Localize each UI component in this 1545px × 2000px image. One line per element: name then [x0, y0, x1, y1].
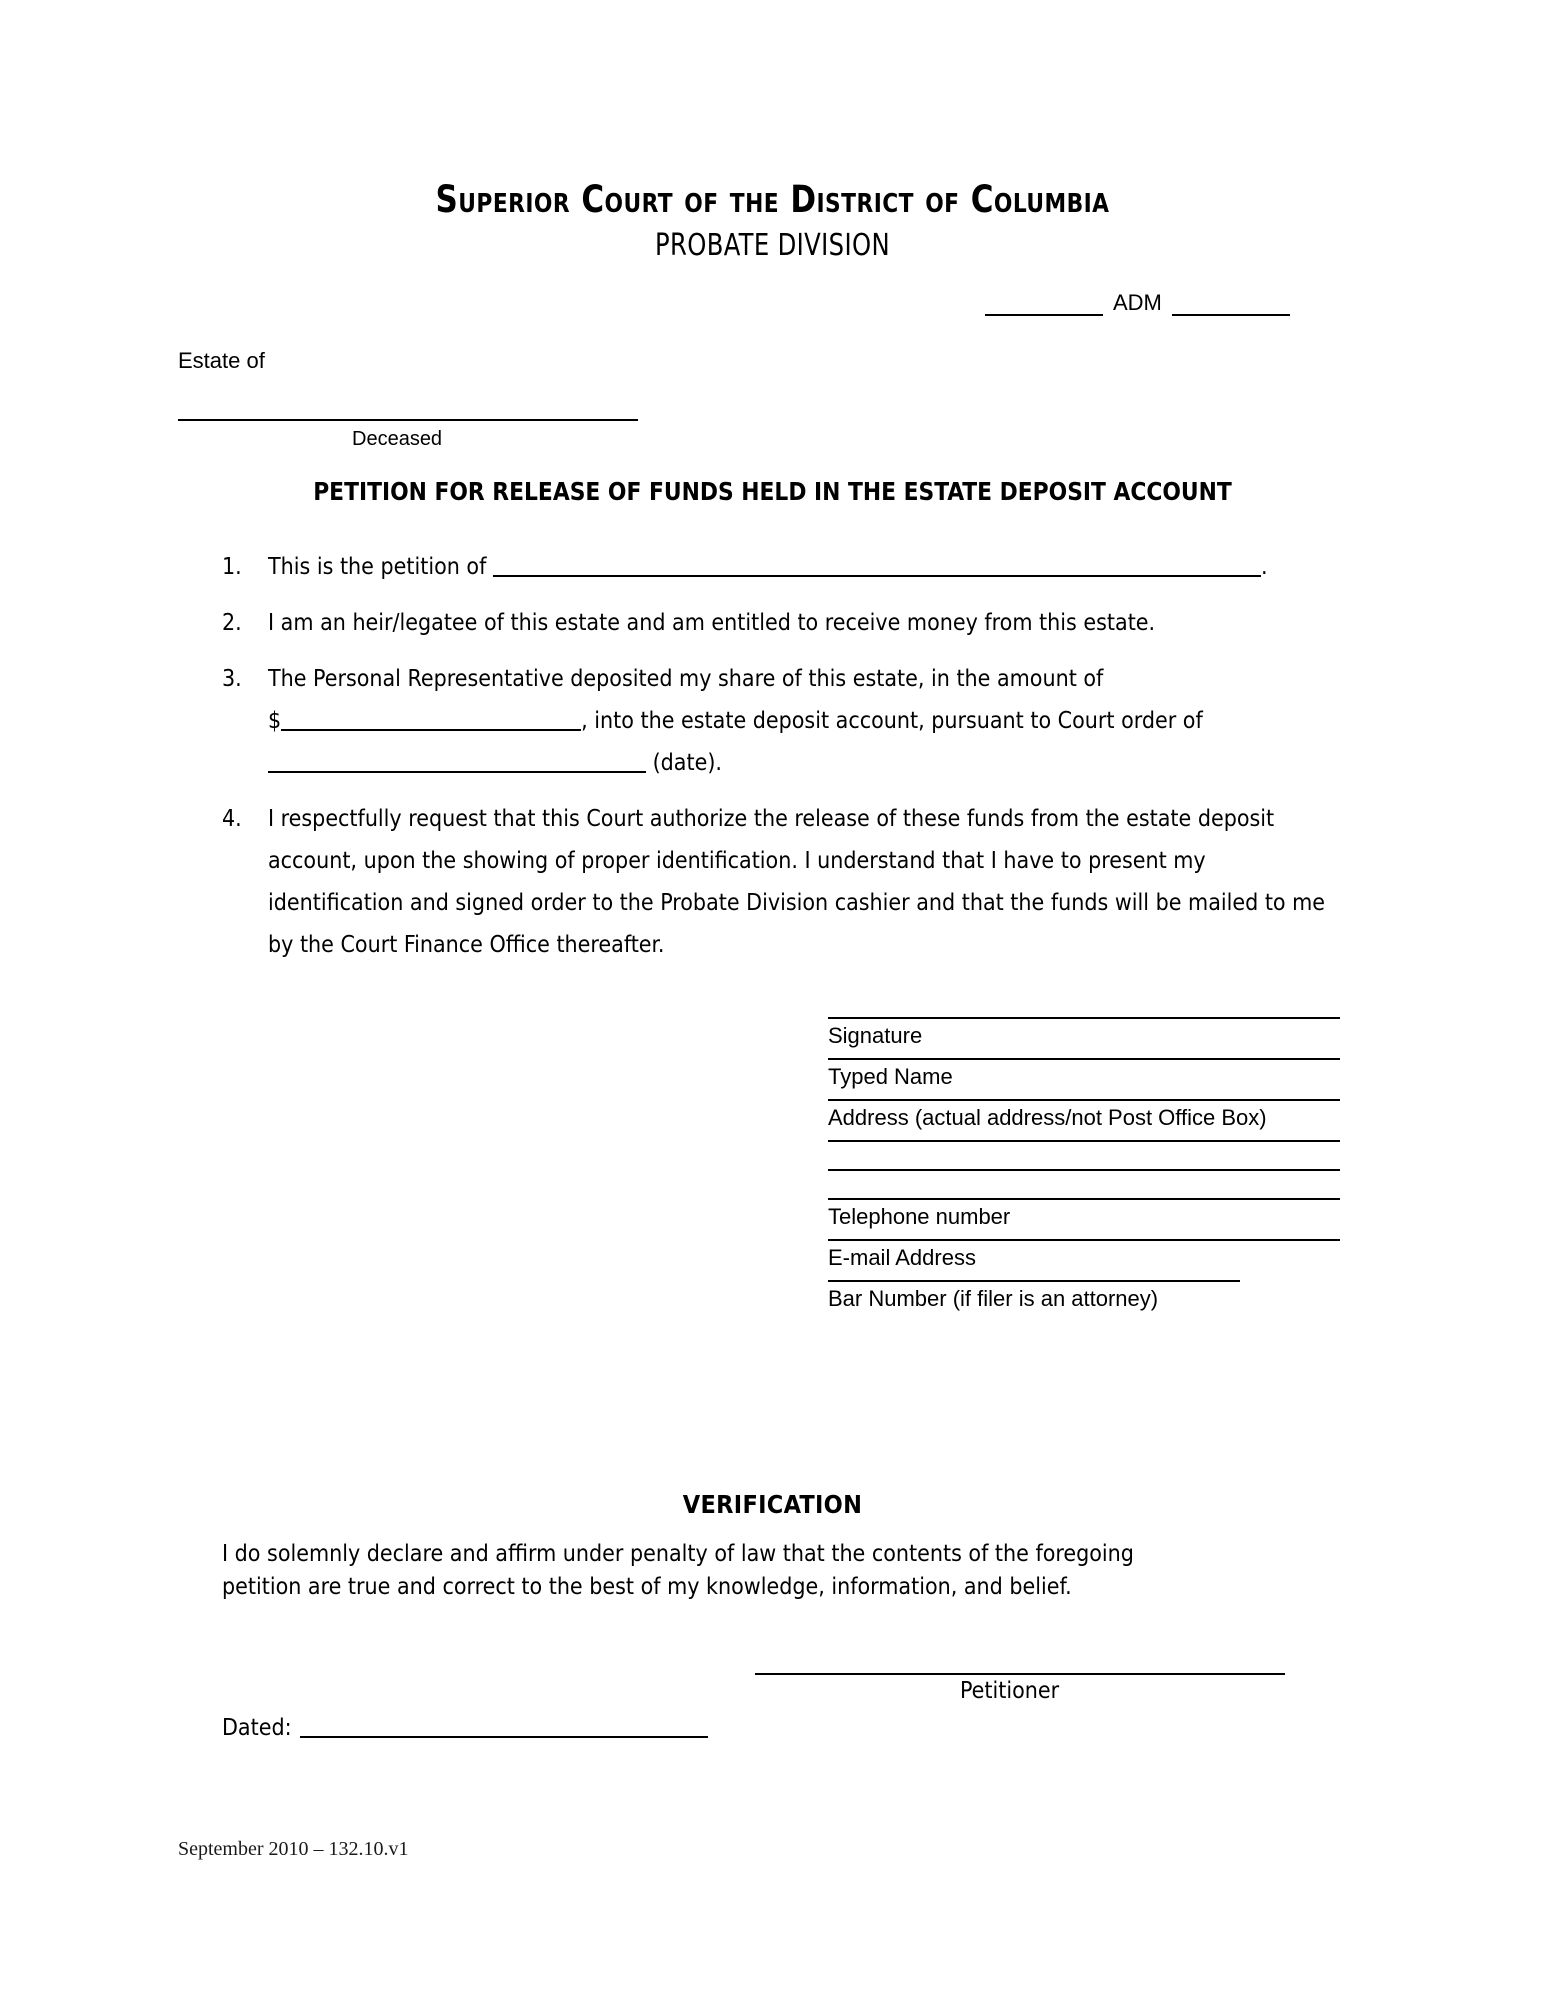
- item-4-text: I respectfully request that this Court authorize the release of these funds from the estate deposit account, upon the showing of proper identification. I understand that I have to present my identification and signed order to the Probate Division cashier and that the funds will be mailed to me by the Court Finance Office thereafter.: [268, 806, 1326, 958]
- item-1-text-before: This is the petition of: [268, 554, 487, 580]
- signature-label: Signature: [828, 1023, 923, 1048]
- case-number-suffix-field[interactable]: [1172, 294, 1290, 316]
- petitioner-name-field[interactable]: [493, 557, 1261, 577]
- list-item-4: [222, 798, 1342, 966]
- verification-line-1: I do solemnly declare and affirm under penalty of law that the contents of the foregoing: [222, 1541, 1134, 1567]
- petition-heading: PETITION FOR RELEASE OF FUNDS HELD IN THE ESTATE DEPOSIT ACCOUNT: [313, 477, 1232, 506]
- telephone-label: Telephone number: [828, 1204, 1011, 1229]
- verification-text: [222, 1538, 1232, 1604]
- email-label: E-mail Address: [828, 1245, 976, 1270]
- spacer: [828, 1142, 1340, 1168]
- verification-heading: VERIFICATION: [682, 1490, 863, 1519]
- list-item-1: [222, 546, 1342, 588]
- dated-row: [222, 1715, 708, 1741]
- deposit-amount-field[interactable]: [281, 711, 581, 731]
- court-title: Superior Court of the District of Columbia: [435, 178, 1110, 221]
- estate-of-label: Estate of: [178, 348, 265, 373]
- item-1-number: 1.: [222, 554, 242, 580]
- item-2-text: I am an heir/legatee of this estate and am entitled to receive money from this estate.: [268, 610, 1156, 636]
- verification-line-2: petition are true and correct to the best of my knowledge, information, and belief.: [222, 1574, 1072, 1600]
- form-version-footer: September 2010 – 132.10.v1: [178, 1838, 409, 1860]
- dated-field[interactable]: [300, 1718, 708, 1738]
- spacer: [828, 1171, 1340, 1197]
- bar-number-label: Bar Number (if filer is an attorney): [828, 1286, 1159, 1311]
- address-label: Address (actual address/not Post Office Box): [828, 1105, 1267, 1130]
- signature-block: [828, 1016, 1340, 1314]
- petitioner-signature-field[interactable]: [755, 1672, 1285, 1675]
- dated-label: Dated:: [222, 1715, 292, 1741]
- court-order-date-field[interactable]: [268, 753, 646, 773]
- item-3-number: 3.: [222, 666, 242, 692]
- case-number-label: ADM: [1113, 290, 1162, 315]
- item-3-dollar-sign: $: [268, 708, 282, 734]
- item-1-text-after: .: [1260, 554, 1268, 580]
- case-number-row: [985, 292, 1290, 316]
- item-3-line3-suffix: (date).: [652, 750, 722, 776]
- list-item-3: [222, 658, 1342, 784]
- item-3-line2-suffix: , into the estate deposit account, pursuant to Court order of: [581, 708, 1203, 734]
- deceased-label: Deceased: [352, 428, 443, 450]
- item-4-number: 4.: [222, 806, 242, 832]
- decedent-name-field[interactable]: [178, 418, 638, 421]
- division-title: PROBATE DIVISION: [655, 228, 890, 263]
- item-3-line1: The Personal Representative deposited my share of this estate, in the amount of: [268, 666, 1104, 692]
- list-item-2: [222, 602, 1342, 644]
- item-2-number: 2.: [222, 610, 242, 636]
- numbered-items-list: [222, 546, 1342, 980]
- case-number-prefix-field[interactable]: [985, 294, 1103, 316]
- typed-name-label: Typed Name: [828, 1064, 953, 1089]
- petitioner-label: Petitioner: [960, 1678, 1060, 1704]
